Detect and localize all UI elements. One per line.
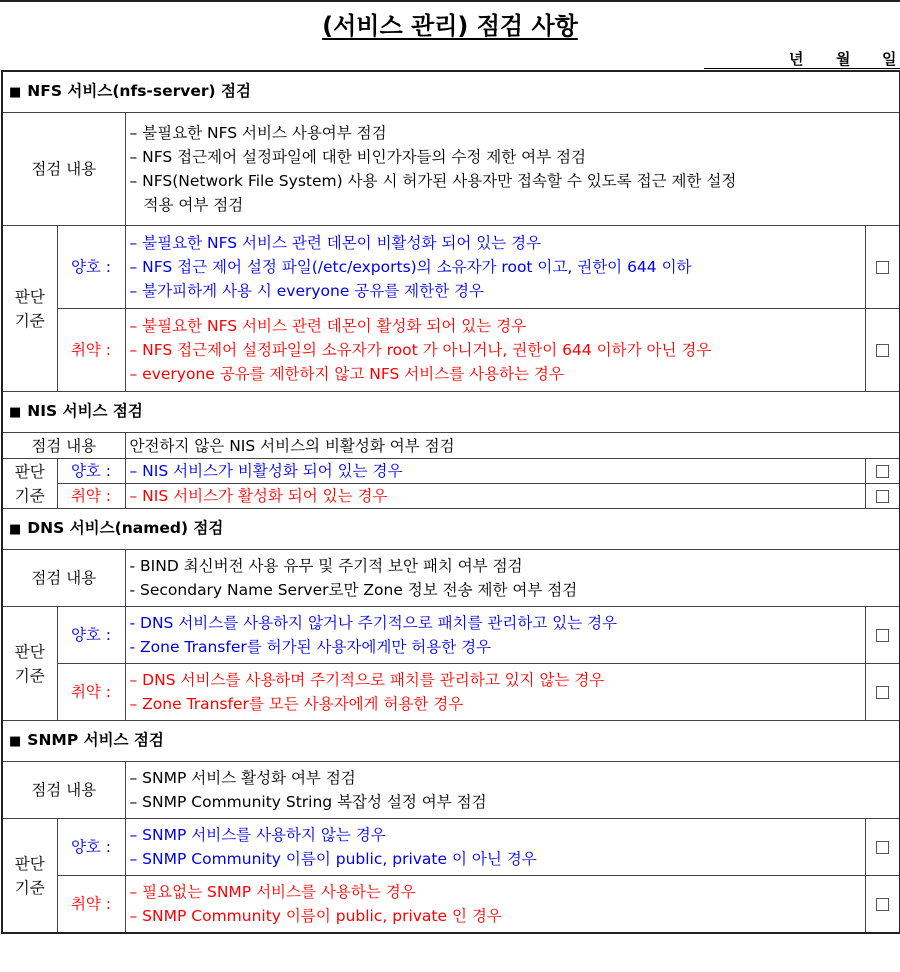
good-item: – 불가피하게 사용 시 everyone 공유를 제한한 경우 bbox=[129, 282, 484, 300]
weak-label: 취약 : bbox=[57, 309, 125, 392]
criteria-weak-row bbox=[2, 309, 900, 392]
check-content-row bbox=[2, 113, 900, 226]
weak-checkbox[interactable] bbox=[865, 664, 900, 721]
weak-item: – Zone Transfer를 모든 사용자에게 허용한 경우 bbox=[129, 695, 464, 713]
good-label: 양호 : bbox=[57, 607, 125, 664]
checklist-table bbox=[1, 70, 900, 934]
check-content-label: 점검 내용 bbox=[2, 113, 125, 226]
weak-item: – 필요없는 SNMP 서비스를 사용하는 경우 bbox=[129, 883, 416, 901]
date-day-label: 일 bbox=[882, 50, 897, 68]
good-criteria bbox=[125, 607, 865, 664]
date-year-label: 년 bbox=[789, 50, 804, 68]
criteria-label: 판단 기준 bbox=[2, 819, 57, 934]
good-item: – NIS 서비스가 비활성화 되어 있는 경우 bbox=[129, 462, 403, 480]
checkbox-icon bbox=[876, 261, 889, 274]
check-content-items bbox=[125, 433, 900, 459]
check-content-label: 점검 내용 bbox=[2, 762, 125, 819]
check-content-row bbox=[2, 762, 900, 819]
section-title: NIS 서비스 점검 bbox=[27, 402, 143, 420]
check-content-label: 점검 내용 bbox=[2, 550, 125, 607]
weak-label: 취약 : bbox=[57, 876, 125, 934]
content-item: – NFS(Network File System) 사용 시 허가된 사용자만 접속할 수 있도록 접근 제한 설정 bbox=[129, 172, 737, 190]
weak-checkbox[interactable] bbox=[865, 876, 900, 934]
good-label: 양호 : bbox=[57, 819, 125, 876]
section-header-snmp bbox=[2, 721, 900, 762]
criteria-good-row bbox=[2, 607, 900, 664]
weak-checkbox[interactable] bbox=[865, 484, 900, 509]
content-item: 적용 여부 점검 bbox=[143, 196, 244, 214]
good-item: - Zone Transfer를 허가된 사용자에게만 허용한 경우 bbox=[129, 638, 492, 656]
content-item: 안전하지 않은 NIS 서비스의 비활성화 여부 점검 bbox=[129, 436, 455, 455]
check-content-items bbox=[125, 762, 900, 819]
weak-item: – SNMP Community 이름이 public, private 인 경우 bbox=[129, 907, 502, 925]
criteria-weak-row bbox=[2, 664, 900, 721]
weak-checkbox[interactable] bbox=[865, 309, 900, 392]
weak-criteria bbox=[125, 664, 865, 721]
top-rule bbox=[0, 0, 900, 2]
good-item: - DNS 서비스를 사용하지 않거나 주기적으로 패치를 관리하고 있는 경우 bbox=[129, 614, 618, 632]
content-item: - Secondary Name Server로만 Zone 정보 전송 제한 여부 점검 bbox=[129, 581, 578, 599]
criteria-label: 판단 기준 bbox=[2, 459, 57, 509]
good-criteria bbox=[125, 226, 865, 309]
weak-criteria bbox=[125, 876, 865, 934]
page-title: (서비스 관리) 점검 사항 bbox=[322, 12, 578, 40]
good-item: – SNMP Community 이름이 public, private 이 아닌 경우 bbox=[129, 850, 537, 868]
content-item: – SNMP 서비스 활성화 여부 점검 bbox=[129, 769, 356, 787]
good-criteria bbox=[125, 819, 865, 876]
checkbox-icon bbox=[876, 686, 889, 699]
square-bullet-icon: ■ bbox=[9, 734, 22, 749]
weak-criteria bbox=[125, 309, 865, 392]
section-header-nis bbox=[2, 392, 900, 433]
section-title: DNS 서비스(named) 점검 bbox=[27, 519, 224, 537]
check-content-items bbox=[125, 113, 900, 226]
square-bullet-icon: ■ bbox=[9, 522, 22, 537]
weak-criteria bbox=[125, 484, 865, 509]
good-item: – SNMP 서비스를 사용하지 않는 경우 bbox=[129, 826, 386, 844]
section-header-nfs bbox=[2, 71, 900, 113]
checkbox-icon bbox=[876, 629, 889, 642]
check-content-row bbox=[2, 550, 900, 607]
criteria-weak-row bbox=[2, 484, 900, 509]
section-title: NFS 서비스(nfs-server) 점검 bbox=[27, 82, 251, 100]
checkbox-icon bbox=[876, 841, 889, 854]
weak-item: – NIS 서비스가 활성화 되어 있는 경우 bbox=[129, 487, 388, 505]
section-title: SNMP 서비스 점검 bbox=[27, 731, 164, 749]
criteria-good-row bbox=[2, 459, 900, 484]
good-checkbox[interactable] bbox=[865, 607, 900, 664]
weak-item: – DNS 서비스를 사용하며 주기적으로 패치를 관리하고 있지 않는 경우 bbox=[129, 671, 605, 689]
square-bullet-icon: ■ bbox=[9, 85, 22, 100]
good-checkbox[interactable] bbox=[865, 226, 900, 309]
square-bullet-icon: ■ bbox=[9, 405, 22, 420]
good-checkbox[interactable] bbox=[865, 459, 900, 484]
criteria-good-row bbox=[2, 226, 900, 309]
good-label: 양호 : bbox=[57, 459, 125, 484]
checkbox-icon bbox=[876, 465, 889, 478]
good-checkbox[interactable] bbox=[865, 819, 900, 876]
weak-item: – 불필요한 NFS 서비스 관련 데몬이 활성화 되어 있는 경우 bbox=[129, 317, 527, 335]
good-item: – 불필요한 NFS 서비스 관련 데몬이 비활성화 되어 있는 경우 bbox=[129, 234, 542, 252]
content-item: - BIND 최신버전 사용 유무 및 주기적 보안 패치 여부 점검 bbox=[129, 557, 523, 575]
criteria-label: 판단 기준 bbox=[2, 607, 57, 721]
check-content-label: 점검 내용 bbox=[2, 433, 125, 459]
content-item: – NFS 접근제어 설정파일에 대한 비인가자들의 수정 제한 여부 점검 bbox=[129, 148, 586, 166]
checkbox-icon bbox=[876, 490, 889, 503]
weak-item: – NFS 접근제어 설정파일의 소유자가 root 가 아니거나, 권한이 644 이하가 아닌 경우 bbox=[129, 341, 712, 359]
weak-label: 취약 : bbox=[57, 664, 125, 721]
date-line bbox=[704, 48, 900, 69]
section-header-dns bbox=[2, 509, 900, 550]
weak-item: – everyone 공유를 제한하지 않고 NFS 서비스를 사용하는 경우 bbox=[129, 365, 564, 383]
good-item: – NFS 접근 제어 설정 파일(/etc/exports)의 소유자가 root 이고, 권한이 644 이하 bbox=[129, 258, 692, 276]
weak-label: 취약 : bbox=[57, 484, 125, 509]
good-label: 양호 : bbox=[57, 226, 125, 309]
checkbox-icon bbox=[876, 344, 889, 357]
check-content-items bbox=[125, 550, 900, 607]
criteria-weak-row bbox=[2, 876, 900, 934]
content-item: – SNMP Community String 복잡성 설정 여부 점검 bbox=[129, 793, 487, 811]
content-item: – 불필요한 NFS 서비스 사용여부 점검 bbox=[129, 124, 387, 142]
checkbox-icon bbox=[876, 898, 889, 911]
good-criteria bbox=[125, 459, 865, 484]
criteria-label: 판단 기준 bbox=[2, 226, 57, 392]
check-content-row bbox=[2, 433, 900, 459]
criteria-good-row bbox=[2, 819, 900, 876]
date-month-label: 월 bbox=[836, 50, 851, 68]
